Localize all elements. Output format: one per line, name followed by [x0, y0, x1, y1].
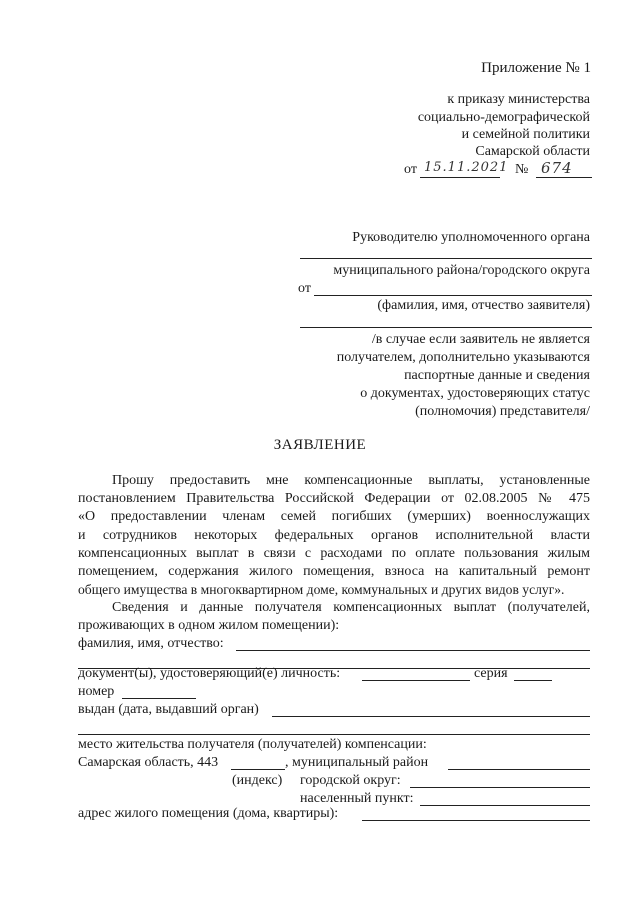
- city-label: городской округ:: [300, 773, 401, 788]
- issued-label: выдан (дата, выдавший орган): [78, 702, 259, 717]
- header-line: и семейной политики: [461, 127, 590, 142]
- header-line: социально-демографической: [417, 110, 590, 125]
- number-label: номер: [78, 684, 115, 699]
- header-line: к приказу министерства: [447, 92, 590, 107]
- residence-label: место жительства получателя (получателей) компенсации:: [78, 737, 427, 752]
- number-field[interactable]: [122, 698, 196, 699]
- appendix-heading: Приложение № 1: [481, 60, 591, 76]
- postal-index-field[interactable]: [231, 769, 285, 770]
- body-line: Прошу предоставить мне компенсационные выплаты, установленные: [112, 473, 590, 488]
- address-label: адрес жилого помещения (дома, квартиры):: [78, 806, 339, 821]
- from-label: от: [298, 281, 311, 296]
- addressee-blank: [300, 258, 592, 259]
- note-line: паспортные данные и сведения: [404, 368, 590, 383]
- fio-field[interactable]: [236, 650, 590, 651]
- number-label: №: [515, 162, 529, 177]
- handwritten-date: 15.11.2021: [424, 160, 509, 175]
- note-line: (полномочия) представителя/: [415, 404, 590, 419]
- id-doc-field[interactable]: [362, 680, 470, 681]
- settlement-field[interactable]: [420, 805, 590, 806]
- issued-field-continued[interactable]: [78, 734, 590, 735]
- settlement-label: населенный пункт:: [300, 791, 414, 806]
- date-underline: [420, 177, 500, 178]
- document-title: ЗАЯВЛЕНИЕ: [273, 437, 367, 453]
- applicant-blank: [300, 327, 592, 328]
- body-line: общего имущества в многоквартирном доме, коммунальных и других видов услуг».: [78, 582, 565, 597]
- from-blank: [314, 295, 592, 296]
- number-underline: [536, 177, 592, 178]
- body-line: Сведения и данные получателя компенсационных выплат (получателей,: [112, 600, 590, 615]
- handwritten-number: 674: [541, 159, 573, 177]
- body-line: проживающих в одном жилом помещении):: [78, 618, 340, 633]
- body-line: компенсационных выплат в связи с расходами по оплате пользования жилым: [78, 546, 590, 561]
- body-line: постановлением Правительства Российской Федерации от 02.08.2005 № 475: [78, 491, 590, 506]
- id-doc-label: документ(ы), удостоверяющий(е) личность:: [78, 666, 341, 681]
- district-label: , муниципальный район: [285, 755, 429, 770]
- date-label: от: [404, 162, 417, 177]
- body-line: «О предоставлении членам семей погибших (умерших) военнослужащих: [78, 509, 590, 524]
- note-line: о документах, удостоверяющих статус: [360, 386, 590, 401]
- addressee-line: муниципального района/городского округа: [333, 263, 590, 278]
- series-field[interactable]: [514, 680, 552, 681]
- body-line: и сотрудников некоторых федеральных органов исполнительной власти: [78, 528, 590, 543]
- header-line: Самарской области: [475, 144, 590, 159]
- region-label: Самарская область, 443: [78, 755, 219, 770]
- note-line: получателем, дополнительно указываются: [336, 350, 590, 365]
- fio-label: фамилия, имя, отчество:: [78, 636, 224, 651]
- addressee-line: Руководителю уполномоченного органа: [352, 230, 590, 245]
- index-hint: (индекс): [232, 773, 283, 788]
- address-field[interactable]: [362, 820, 590, 821]
- series-label: серия: [474, 666, 508, 681]
- issued-field[interactable]: [272, 716, 590, 717]
- district-field[interactable]: [448, 769, 590, 770]
- city-field[interactable]: [410, 787, 590, 788]
- note-line: /в случае если заявитель не является: [371, 332, 590, 347]
- body-line: помещением, содержания жилого помещения, взноса на капитальный ремонт: [78, 564, 590, 579]
- fio-hint: (фамилия, имя, отчество заявителя): [377, 298, 590, 313]
